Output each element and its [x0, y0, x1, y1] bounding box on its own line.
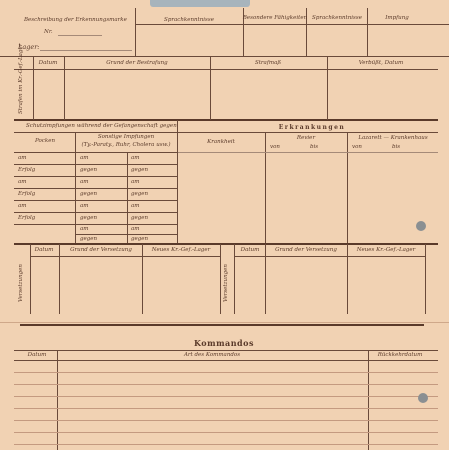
rule	[177, 120, 178, 244]
col-pocken: Pocken	[35, 138, 55, 144]
am-label: am	[131, 226, 140, 232]
col-datum: Datum	[27, 352, 47, 358]
rule	[14, 350, 438, 351]
am-label: am	[80, 226, 89, 232]
strafen-side-label: Strafen im Kr.-Gef.-Lager	[18, 43, 24, 114]
col-neues-lager: Neues Kr.-Gef.-Lager	[356, 247, 416, 253]
rule	[234, 256, 425, 257]
am-label: am	[80, 155, 89, 161]
gegen-label: gegen	[131, 167, 149, 173]
rule	[368, 350, 369, 450]
rule	[14, 132, 438, 133]
erkrankungen-title: Erkrankungen	[278, 124, 346, 131]
am-label: am	[80, 203, 89, 209]
rule	[14, 444, 438, 445]
revier-von: von	[270, 144, 280, 150]
rule	[59, 244, 60, 314]
gegen-label: gegen	[131, 191, 149, 197]
rule	[178, 152, 438, 153]
pocken-row-label: am	[18, 155, 27, 161]
rule	[347, 244, 348, 314]
col-sonstige: Sonstige Impfungen	[97, 134, 155, 140]
faehigkeiten-label: Besondere Fähigkeiten	[242, 15, 308, 21]
lager-field-line	[40, 50, 132, 51]
col-grund-bestrafung: Grund der Bestrafung	[106, 60, 168, 66]
rule	[14, 243, 438, 245]
rule	[14, 384, 438, 385]
impfungen-title: Schutzimpfungen während der Gefangenschaft gegen	[26, 123, 177, 129]
rule	[14, 396, 438, 397]
rule	[14, 164, 178, 165]
pocken-row-label: am	[18, 203, 27, 209]
rule	[347, 132, 348, 244]
gegen-label: gegen	[131, 236, 149, 242]
col-sonstige-sub: (Ty.-Paraty., Ruhr, Cholera usw.)	[81, 142, 171, 148]
am-label: am	[131, 155, 140, 161]
impfung-label: Impfung	[385, 15, 409, 21]
rule	[127, 152, 128, 244]
rule	[425, 244, 426, 314]
rule	[14, 69, 438, 70]
pocken-row-label: Erfolg	[18, 191, 36, 197]
rule	[234, 244, 235, 314]
punch-hole	[416, 221, 426, 231]
lazarett-von: von	[352, 144, 362, 150]
rule	[14, 212, 178, 213]
rule	[14, 432, 438, 433]
rule	[265, 244, 266, 314]
pocken-row-label: Erfolg	[18, 167, 36, 173]
rule	[30, 244, 31, 314]
gegen-label: gegen	[80, 167, 98, 173]
rule	[0, 56, 449, 57]
rule	[220, 244, 221, 314]
am-label: am	[131, 203, 140, 209]
rule	[14, 200, 178, 201]
nr-field-line	[58, 35, 102, 36]
rule	[14, 372, 438, 373]
rule	[64, 56, 65, 120]
pocken-row-label: Erfolg	[18, 215, 36, 221]
gegen-label: gegen	[80, 215, 98, 221]
rule	[14, 119, 438, 121]
rule	[14, 224, 178, 225]
col-verbuesst: Verbüßt, Datum	[358, 60, 404, 66]
rule	[14, 360, 438, 361]
rule	[327, 56, 328, 120]
col-art-kommandos: Art des Kommandos	[183, 352, 241, 358]
lager-label: Lager:	[18, 43, 40, 51]
revier-bis: bis	[310, 144, 319, 150]
kommandos-title: Kommandos	[194, 338, 254, 348]
gegen-label: gegen	[131, 215, 149, 221]
rule	[14, 152, 178, 153]
rule	[367, 8, 368, 56]
col-datum: Datum	[34, 247, 54, 253]
rule	[135, 24, 449, 25]
rule	[14, 188, 178, 189]
pocken-row-label: am	[18, 179, 27, 185]
col-neues-lager: Neues Kr.-Gef.-Lager	[151, 247, 211, 253]
rule	[142, 244, 143, 314]
rule	[14, 420, 438, 421]
rule	[135, 8, 136, 56]
rule	[265, 132, 266, 244]
sprache-label: Sprachkenntnisse	[164, 17, 214, 23]
col-strafmass: Strafmaß	[254, 60, 282, 66]
col-grund-versetzung: Grund der Versetzung	[70, 247, 132, 253]
col-rueckkehrdatum: Rückkehrdatum	[377, 352, 423, 358]
rule	[210, 56, 211, 120]
am-label: am	[80, 179, 89, 185]
gegen-label: gegen	[80, 236, 98, 242]
versetzungen-side-label-left: Versetzungen	[18, 264, 24, 302]
paper-clip	[150, 0, 250, 7]
lazarett-bis: bis	[392, 144, 401, 150]
rule	[14, 408, 438, 409]
col-datum: Datum	[240, 247, 260, 253]
col-datum: Datum	[38, 60, 58, 66]
erkennungsmarke-label: Beschreibung der Erkennungsmarke	[24, 17, 127, 23]
col-krankheit: Krankheit	[207, 139, 235, 145]
rule	[14, 176, 178, 177]
rule	[57, 350, 58, 450]
punch-hole	[418, 393, 428, 403]
col-revier: Revier	[296, 135, 316, 141]
sprachkenntnisse-label: Sprachkenntnisse	[312, 15, 362, 21]
rule	[33, 56, 34, 120]
gegen-label: gegen	[80, 191, 98, 197]
rule	[75, 234, 178, 235]
am-label: am	[131, 179, 140, 185]
fold-line	[0, 322, 449, 323]
rule	[20, 324, 424, 326]
col-grund-versetzung: Grund der Versetzung	[275, 247, 337, 253]
col-lazarett: Lazarett — Krankenhaus	[358, 135, 428, 141]
nr-label: Nr.	[44, 29, 53, 35]
versetzungen-side-label-right: Versetzungen	[223, 264, 229, 302]
